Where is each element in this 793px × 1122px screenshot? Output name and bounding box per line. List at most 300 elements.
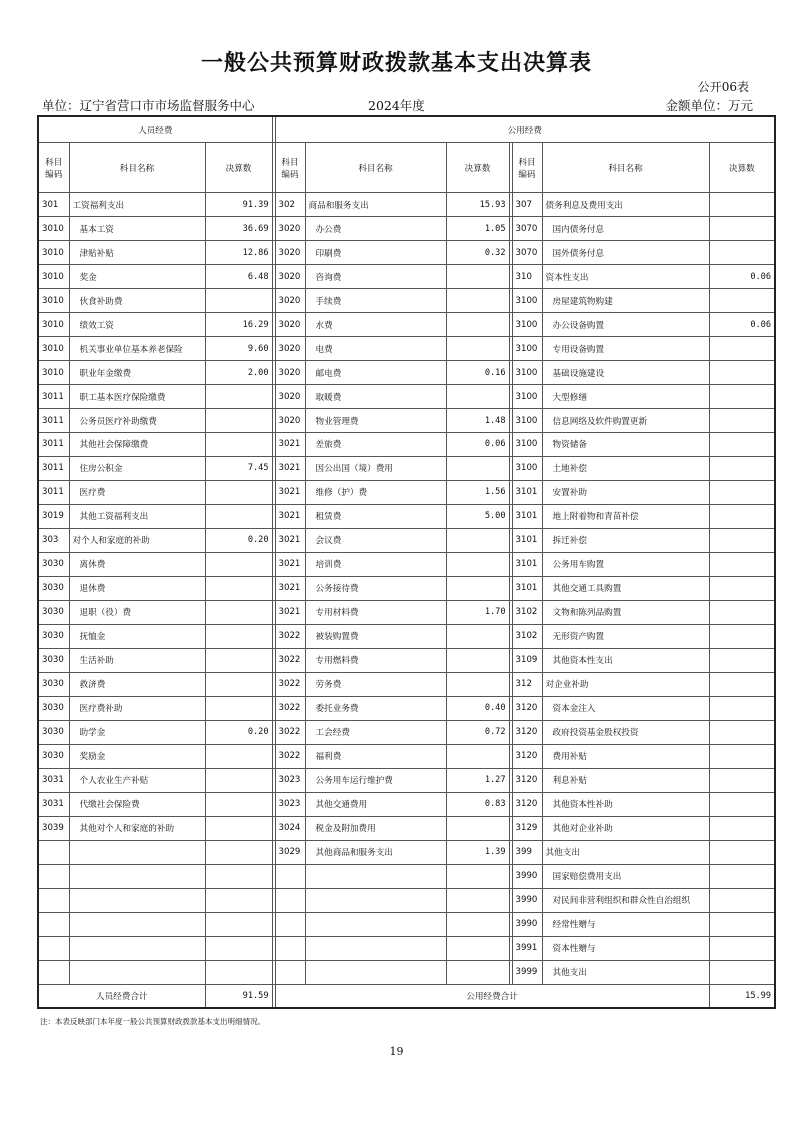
table-row — [38, 217, 775, 241]
cell-name: 国内债务付息 — [542, 217, 709, 241]
table-row — [38, 576, 775, 600]
cell-amount — [446, 456, 509, 480]
cell-amount — [709, 816, 775, 840]
cell-amount — [205, 504, 272, 528]
cell-code — [275, 960, 305, 984]
cell-amount — [446, 816, 509, 840]
table-row — [38, 504, 775, 528]
cell-amount — [709, 217, 775, 241]
cell-name: 租赁费 — [305, 504, 446, 528]
cell-amount — [446, 576, 509, 600]
table-row — [38, 936, 775, 960]
cell-code: 3990 — [512, 864, 542, 888]
cell-code: 3030 — [38, 624, 69, 648]
cell-amount: 15.93 — [446, 193, 509, 217]
cell-name: 物业管理费 — [305, 409, 446, 433]
amount-unit-label: 金额单位：万元 — [665, 98, 753, 113]
cell-code: 3990 — [512, 912, 542, 936]
cell-code: 3020 — [275, 289, 305, 313]
cell-amount: 7.45 — [205, 456, 272, 480]
cell-name: 对企业补助 — [542, 672, 709, 696]
cell-amount — [205, 576, 272, 600]
cell-amount — [709, 960, 775, 984]
cell-code: 303 — [38, 528, 69, 552]
cell-amount: 16.29 — [205, 313, 272, 337]
personnel-section-header: 人员经费 — [38, 116, 272, 143]
cell-amount: 0.40 — [446, 696, 509, 720]
cell-code: 3023 — [275, 792, 305, 816]
cell-name: 电费 — [305, 337, 446, 361]
cell-amount — [446, 385, 509, 409]
cell-code: 3020 — [275, 241, 305, 265]
cell-name: 绩效工资 — [69, 313, 205, 337]
table-row — [38, 385, 775, 409]
cell-amount: 0.83 — [446, 792, 509, 816]
cell-amount: 9.60 — [205, 337, 272, 361]
cell-name: 救济费 — [69, 672, 205, 696]
cell-code: 301 — [38, 193, 69, 217]
cell-name: 个人农业生产补贴 — [69, 768, 205, 792]
table-row — [38, 337, 775, 361]
cell-amount: 1.56 — [446, 480, 509, 504]
table-code: 公开06表 — [697, 80, 749, 94]
cell-name: 其他商品和服务支出 — [305, 840, 446, 864]
table-row — [38, 313, 775, 337]
code-header: 科目 编码 — [512, 143, 542, 193]
cell-code — [38, 960, 69, 984]
cell-name: 基本工资 — [69, 217, 205, 241]
cell-code: 3021 — [275, 504, 305, 528]
table-row — [38, 528, 775, 552]
cell-amount — [446, 648, 509, 672]
cell-amount — [205, 816, 272, 840]
unit-label: 单位：辽宁省营口市市场监督服务中心 — [42, 98, 255, 113]
cell-amount — [205, 433, 272, 457]
cell-amount — [709, 720, 775, 744]
cell-amount — [709, 552, 775, 576]
cell-code: 3010 — [38, 313, 69, 337]
cell-amount — [709, 888, 775, 912]
cell-code: 310 — [512, 265, 542, 289]
cell-name: 伙食补助费 — [69, 289, 205, 313]
amount-header: 决算数 — [446, 143, 509, 193]
cell-name: 其他对企业补助 — [542, 816, 709, 840]
cell-amount — [709, 648, 775, 672]
cell-name: 大型修缮 — [542, 385, 709, 409]
cell-amount — [446, 960, 509, 984]
cell-code: 3101 — [512, 576, 542, 600]
table-row — [38, 552, 775, 576]
cell-name: 助学金 — [69, 720, 205, 744]
cell-amount — [709, 480, 775, 504]
cell-amount — [205, 744, 272, 768]
cell-name: 地上附着物和青苗补偿 — [542, 504, 709, 528]
cell-name — [69, 888, 205, 912]
cell-code: 3100 — [512, 433, 542, 457]
cell-name: 专用设备购置 — [542, 337, 709, 361]
cell-name: 奖励金 — [69, 744, 205, 768]
table-row — [38, 648, 775, 672]
table-row — [38, 816, 775, 840]
amount-header: 决算数 — [709, 143, 775, 193]
cell-name: 职业年金缴费 — [69, 361, 205, 385]
cell-amount — [446, 864, 509, 888]
cell-code: 399 — [512, 840, 542, 864]
cell-name: 其他对个人和家庭的补助 — [69, 816, 205, 840]
cell-name: 资本金注入 — [542, 696, 709, 720]
cell-name: 资本性支出 — [542, 265, 709, 289]
cell-code: 3010 — [38, 361, 69, 385]
cell-name: 退职（役）费 — [69, 600, 205, 624]
column-header-row — [38, 143, 775, 193]
cell-name: 印刷费 — [305, 241, 446, 265]
cell-amount — [205, 289, 272, 313]
cell-amount — [709, 792, 775, 816]
cell-amount: 12.86 — [205, 241, 272, 265]
cell-amount — [709, 193, 775, 217]
cell-code: 3039 — [38, 816, 69, 840]
cell-amount — [709, 504, 775, 528]
cell-name: 差旅费 — [305, 433, 446, 457]
table-row — [38, 600, 775, 624]
cell-name — [305, 936, 446, 960]
cell-name: 物资储备 — [542, 433, 709, 457]
cell-name: 办公设备购置 — [542, 313, 709, 337]
cell-code: 3029 — [275, 840, 305, 864]
cell-name: 公务用车运行维护费 — [305, 768, 446, 792]
cell-amount: 5.00 — [446, 504, 509, 528]
cell-name: 其他资本性支出 — [542, 648, 709, 672]
cell-amount — [205, 960, 272, 984]
cell-name — [305, 864, 446, 888]
public-total-value: 15.99 — [709, 985, 775, 1009]
cell-amount — [446, 912, 509, 936]
cell-code: 3102 — [512, 624, 542, 648]
cell-code: 3120 — [512, 792, 542, 816]
cell-name: 国家赔偿费用支出 — [542, 864, 709, 888]
cell-code: 3010 — [38, 241, 69, 265]
page-number: 19 — [389, 1045, 404, 1058]
cell-name: 其他工资福利支出 — [69, 504, 205, 528]
table-row — [38, 792, 775, 816]
year-label: 2024年度 — [368, 98, 425, 113]
cell-amount: 1.48 — [446, 409, 509, 433]
cell-code: 302 — [275, 193, 305, 217]
cell-name: 退休费 — [69, 576, 205, 600]
cell-code: 3070 — [512, 217, 542, 241]
cell-code: 3020 — [275, 313, 305, 337]
cell-amount — [205, 480, 272, 504]
cell-amount — [446, 936, 509, 960]
table-row — [38, 864, 775, 888]
cell-code: 3022 — [275, 648, 305, 672]
cell-code: 3020 — [275, 409, 305, 433]
table-row — [38, 624, 775, 648]
name-header: 科目名称 — [305, 143, 446, 193]
cell-amount — [446, 265, 509, 289]
table-row — [38, 840, 775, 864]
cell-code: 3100 — [512, 313, 542, 337]
cell-amount — [446, 672, 509, 696]
cell-amount — [205, 409, 272, 433]
cell-amount — [709, 744, 775, 768]
cell-code: 3031 — [38, 792, 69, 816]
cell-name: 土地补偿 — [542, 456, 709, 480]
cell-code: 3020 — [275, 337, 305, 361]
cell-amount — [709, 600, 775, 624]
cell-name: 文物和陈列品购置 — [542, 600, 709, 624]
name-header: 科目名称 — [542, 143, 709, 193]
cell-code: 3010 — [38, 217, 69, 241]
cell-amount — [205, 912, 272, 936]
cell-name: 生活补助 — [69, 648, 205, 672]
cell-amount — [446, 888, 509, 912]
cell-amount — [709, 361, 775, 385]
cell-code: 3021 — [275, 600, 305, 624]
table-row — [38, 768, 775, 792]
cell-code: 3109 — [512, 648, 542, 672]
cell-code: 3030 — [38, 672, 69, 696]
table-row — [38, 744, 775, 768]
cell-name: 住房公积金 — [69, 456, 205, 480]
cell-name: 国外债务付息 — [542, 241, 709, 265]
cell-name: 公务员医疗补助缴费 — [69, 409, 205, 433]
cell-amount: 0.20 — [205, 720, 272, 744]
cell-name: 会议费 — [305, 528, 446, 552]
public-section-header: 公用经费 — [275, 116, 775, 143]
cell-name: 取暖费 — [305, 385, 446, 409]
cell-amount — [205, 768, 272, 792]
cell-code — [38, 864, 69, 888]
cell-code: 3020 — [275, 217, 305, 241]
cell-code — [275, 936, 305, 960]
cell-code: 3022 — [275, 720, 305, 744]
cell-code: 3100 — [512, 361, 542, 385]
cell-name: 抚恤金 — [69, 624, 205, 648]
cell-name: 被装购置费 — [305, 624, 446, 648]
cell-code: 3011 — [38, 433, 69, 457]
cell-amount — [205, 672, 272, 696]
cell-code — [38, 936, 69, 960]
cell-code: 3021 — [275, 576, 305, 600]
footnote: 注：本表反映部门本年度一般公共预算财政拨款基本支出明细情况。 — [40, 1017, 265, 1026]
cell-amount — [709, 768, 775, 792]
cell-code: 3100 — [512, 289, 542, 313]
section-header-row — [38, 116, 775, 143]
cell-code: 3120 — [512, 744, 542, 768]
cell-amount — [205, 792, 272, 816]
cell-amount: 6.48 — [205, 265, 272, 289]
cell-amount — [205, 888, 272, 912]
cell-name: 福利费 — [305, 744, 446, 768]
cell-amount — [709, 385, 775, 409]
cell-name — [69, 864, 205, 888]
cell-amount — [709, 864, 775, 888]
cell-name: 债务利息及费用支出 — [542, 193, 709, 217]
cell-amount — [709, 936, 775, 960]
table-row — [38, 960, 775, 984]
cell-name: 公务接待费 — [305, 576, 446, 600]
cell-code: 3022 — [275, 672, 305, 696]
cell-code — [38, 888, 69, 912]
cell-code: 3070 — [512, 241, 542, 265]
cell-amount — [205, 552, 272, 576]
public-total-label: 公用经费合计 — [275, 985, 709, 1009]
cell-amount — [446, 313, 509, 337]
cell-name: 其他交通工具购置 — [542, 576, 709, 600]
cell-name: 代缴社会保险费 — [69, 792, 205, 816]
cell-amount — [709, 433, 775, 457]
expenditure-table — [37, 115, 776, 1009]
cell-name: 因公出国（境）费用 — [305, 456, 446, 480]
cell-name: 其他资本性补助 — [542, 792, 709, 816]
cell-code: 3024 — [275, 816, 305, 840]
cell-code: 3102 — [512, 600, 542, 624]
cell-code: 3011 — [38, 409, 69, 433]
cell-amount — [446, 552, 509, 576]
cell-name — [69, 936, 205, 960]
cell-name: 离休费 — [69, 552, 205, 576]
cell-code: 3120 — [512, 720, 542, 744]
cell-amount — [205, 648, 272, 672]
cell-amount — [205, 936, 272, 960]
table-row — [38, 672, 775, 696]
personnel-total-label: 人员经费合计 — [38, 985, 205, 1009]
cell-name: 对民间非营利组织和群众性自治组织 — [542, 888, 709, 912]
cell-code: 3101 — [512, 480, 542, 504]
code-header: 科目 编码 — [275, 143, 305, 193]
cell-amount — [709, 624, 775, 648]
cell-code: 3030 — [38, 744, 69, 768]
table-row — [38, 456, 775, 480]
cell-code: 307 — [512, 193, 542, 217]
cell-code: 3101 — [512, 504, 542, 528]
cell-code: 3010 — [38, 337, 69, 361]
name-header: 科目名称 — [69, 143, 205, 193]
cell-code: 3022 — [275, 744, 305, 768]
cell-name: 政府投资基金股权投资 — [542, 720, 709, 744]
cell-amount: 0.06 — [446, 433, 509, 457]
cell-name: 委托业务费 — [305, 696, 446, 720]
cell-code: 3021 — [275, 456, 305, 480]
cell-amount — [205, 840, 272, 864]
cell-name: 经常性赠与 — [542, 912, 709, 936]
cell-code: 3022 — [275, 624, 305, 648]
cell-code: 312 — [512, 672, 542, 696]
cell-amount — [446, 744, 509, 768]
cell-code: 3101 — [512, 552, 542, 576]
cell-amount — [709, 696, 775, 720]
cell-code: 3100 — [512, 337, 542, 361]
cell-code: 3021 — [275, 552, 305, 576]
cell-name: 其他社会保障缴费 — [69, 433, 205, 457]
amount-header: 决算数 — [205, 143, 272, 193]
cell-amount: 1.70 — [446, 600, 509, 624]
cell-amount — [205, 385, 272, 409]
cell-code: 3011 — [38, 385, 69, 409]
cell-name: 津贴补贴 — [69, 241, 205, 265]
cell-amount: 1.27 — [446, 768, 509, 792]
cell-code: 3020 — [275, 265, 305, 289]
cell-amount — [446, 289, 509, 313]
code-header: 科目 编码 — [38, 143, 69, 193]
cell-amount — [709, 289, 775, 313]
cell-code: 3023 — [275, 768, 305, 792]
cell-name: 对个人和家庭的补助 — [69, 528, 205, 552]
cell-code: 3101 — [512, 528, 542, 552]
cell-name: 维修（护）费 — [305, 480, 446, 504]
cell-amount — [709, 576, 775, 600]
table-row — [38, 720, 775, 744]
table-row — [38, 480, 775, 504]
cell-name: 工资福利支出 — [69, 193, 205, 217]
cell-amount: 0.06 — [709, 313, 775, 337]
cell-code: 3030 — [38, 552, 69, 576]
cell-name — [69, 912, 205, 936]
cell-name — [305, 912, 446, 936]
cell-code — [275, 888, 305, 912]
cell-name: 职工基本医疗保险缴费 — [69, 385, 205, 409]
cell-code: 3031 — [38, 768, 69, 792]
cell-amount — [446, 337, 509, 361]
cell-name: 工会经费 — [305, 720, 446, 744]
cell-name: 无形资产购置 — [542, 624, 709, 648]
cell-code: 3021 — [275, 480, 305, 504]
cell-amount — [709, 528, 775, 552]
cell-name: 培训费 — [305, 552, 446, 576]
cell-name: 公务用车购置 — [542, 552, 709, 576]
cell-code: 3030 — [38, 576, 69, 600]
cell-amount: 2.00 — [205, 361, 272, 385]
cell-code: 3100 — [512, 385, 542, 409]
cell-amount — [709, 912, 775, 936]
cell-name: 费用补贴 — [542, 744, 709, 768]
cell-code: 3030 — [38, 648, 69, 672]
cell-code: 3100 — [512, 456, 542, 480]
cell-name: 拆迁补偿 — [542, 528, 709, 552]
table-row — [38, 265, 775, 289]
cell-name: 基础设施建设 — [542, 361, 709, 385]
cell-name: 邮电费 — [305, 361, 446, 385]
cell-amount — [709, 409, 775, 433]
table-row — [38, 241, 775, 265]
cell-code: 3010 — [38, 289, 69, 313]
table-row — [38, 361, 775, 385]
table-row — [38, 409, 775, 433]
cell-name — [305, 888, 446, 912]
cell-amount: 0.06 — [709, 265, 775, 289]
cell-amount: 1.05 — [446, 217, 509, 241]
table-row — [38, 193, 775, 217]
cell-code: 3020 — [275, 361, 305, 385]
report-title: 一般公共预算财政拨款基本支出决算表 — [200, 50, 592, 76]
cell-amount — [205, 864, 272, 888]
cell-name: 税金及附加费用 — [305, 816, 446, 840]
cell-code: 3030 — [38, 720, 69, 744]
cell-name: 其他支出 — [542, 840, 709, 864]
cell-name: 信息网络及软件购置更新 — [542, 409, 709, 433]
cell-code: 3990 — [512, 888, 542, 912]
cell-name: 手续费 — [305, 289, 446, 313]
cell-code: 3021 — [275, 433, 305, 457]
cell-amount — [205, 696, 272, 720]
cell-name: 专用材料费 — [305, 600, 446, 624]
cell-code: 3022 — [275, 696, 305, 720]
cell-amount: 0.32 — [446, 241, 509, 265]
cell-amount: 91.39 — [205, 193, 272, 217]
cell-code: 3030 — [38, 600, 69, 624]
cell-amount: 1.39 — [446, 840, 509, 864]
